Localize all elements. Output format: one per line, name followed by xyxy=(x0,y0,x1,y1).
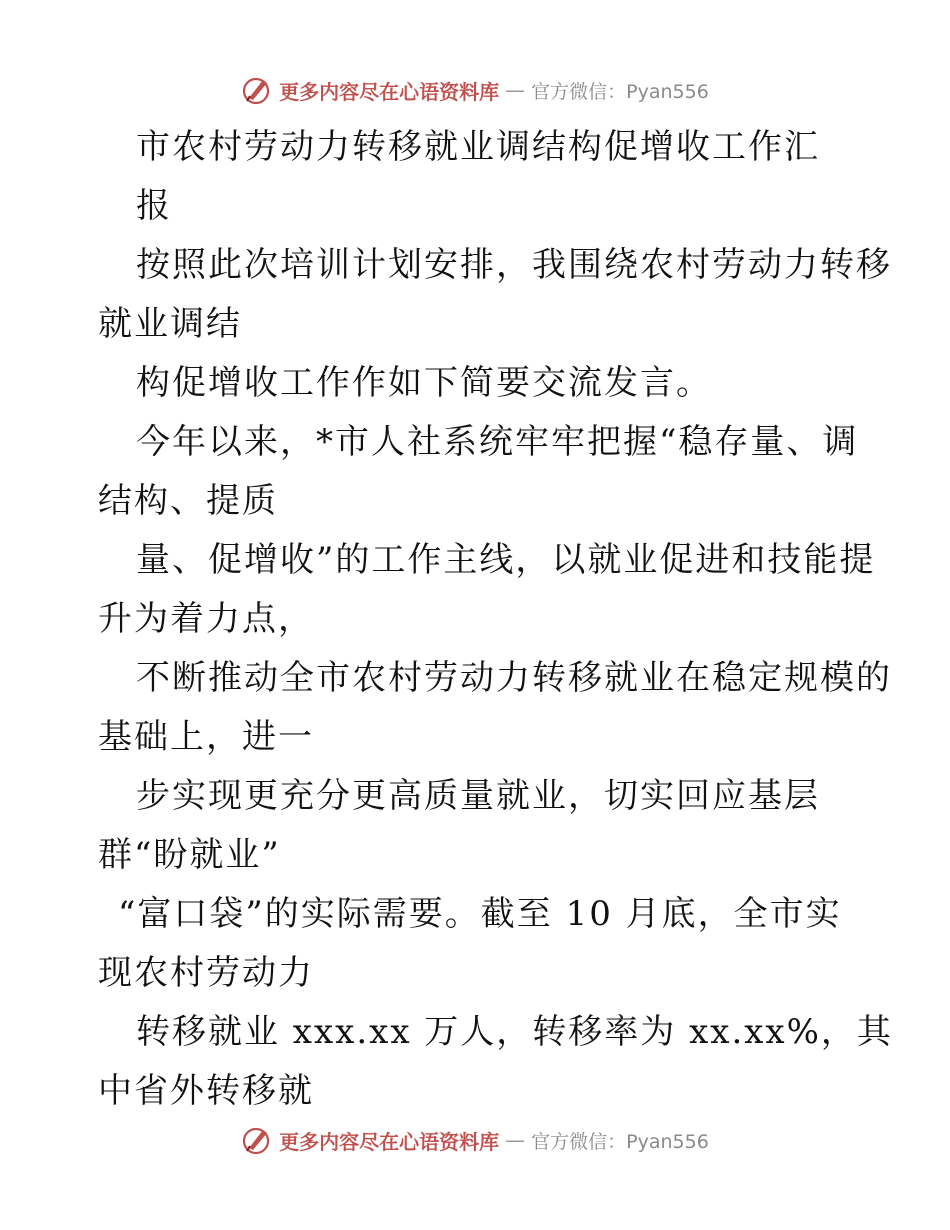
paragraph-line: 基础上，进一 xyxy=(98,717,314,757)
watermark-separator: — xyxy=(505,78,526,102)
paragraph-line: 今年以来，*市人社系统牢牢把握“稳存量、调 xyxy=(136,422,859,462)
paragraph-line: 转移就业 xxx.xx 万人，转移率为 xx.xx%，其 xyxy=(136,1012,893,1052)
paragraph-line: 中省外转移就 xyxy=(98,1071,314,1111)
paragraph-line: 结构、提质 xyxy=(98,481,278,521)
watermark-brand: 更多内容尽在心语资料库 xyxy=(279,79,500,104)
title-line-1: 市农村劳动力转移就业调结构促增收工作汇 xyxy=(136,127,820,167)
paragraph-line: 量、促增收”的工作主线，以就业促进和技能提 xyxy=(136,540,876,580)
paragraph-line: “富口袋”的实际需要。截至 10 月底，全市实 xyxy=(118,894,842,934)
document-body xyxy=(98,118,893,1121)
watermark-brand: 更多内容尽在心语资料库 xyxy=(279,1129,500,1154)
watermark-separator: — xyxy=(505,1128,526,1152)
paragraph-line: 按照此次培训计划安排，我围绕农村劳动力转移 xyxy=(136,245,892,285)
watermark-contact: 官方微信：Pyan556 xyxy=(531,1130,709,1153)
header-watermark xyxy=(0,70,950,110)
title-line-2: 报 xyxy=(136,186,172,226)
paragraph-line: 构促增收工作作如下简要交流发言。 xyxy=(136,363,712,403)
paragraph-line: 不断推动全市农村劳动力转移就业在稳定规模的 xyxy=(136,658,892,698)
paragraph-line: 步实现更充分更高质量就业，切实回应基层 xyxy=(136,776,820,816)
paragraph-line: 就业调结 xyxy=(98,304,242,344)
paragraph-line: 现农村劳动力 xyxy=(98,953,314,993)
paragraph-line: 升为着力点， xyxy=(98,599,314,639)
footer-watermark xyxy=(0,1120,950,1160)
paragraph-line: 群“盼就业” xyxy=(98,835,281,875)
quill-logo-icon xyxy=(241,74,273,106)
quill-logo-icon xyxy=(241,1124,273,1156)
watermark-contact: 官方微信：Pyan556 xyxy=(531,80,709,103)
